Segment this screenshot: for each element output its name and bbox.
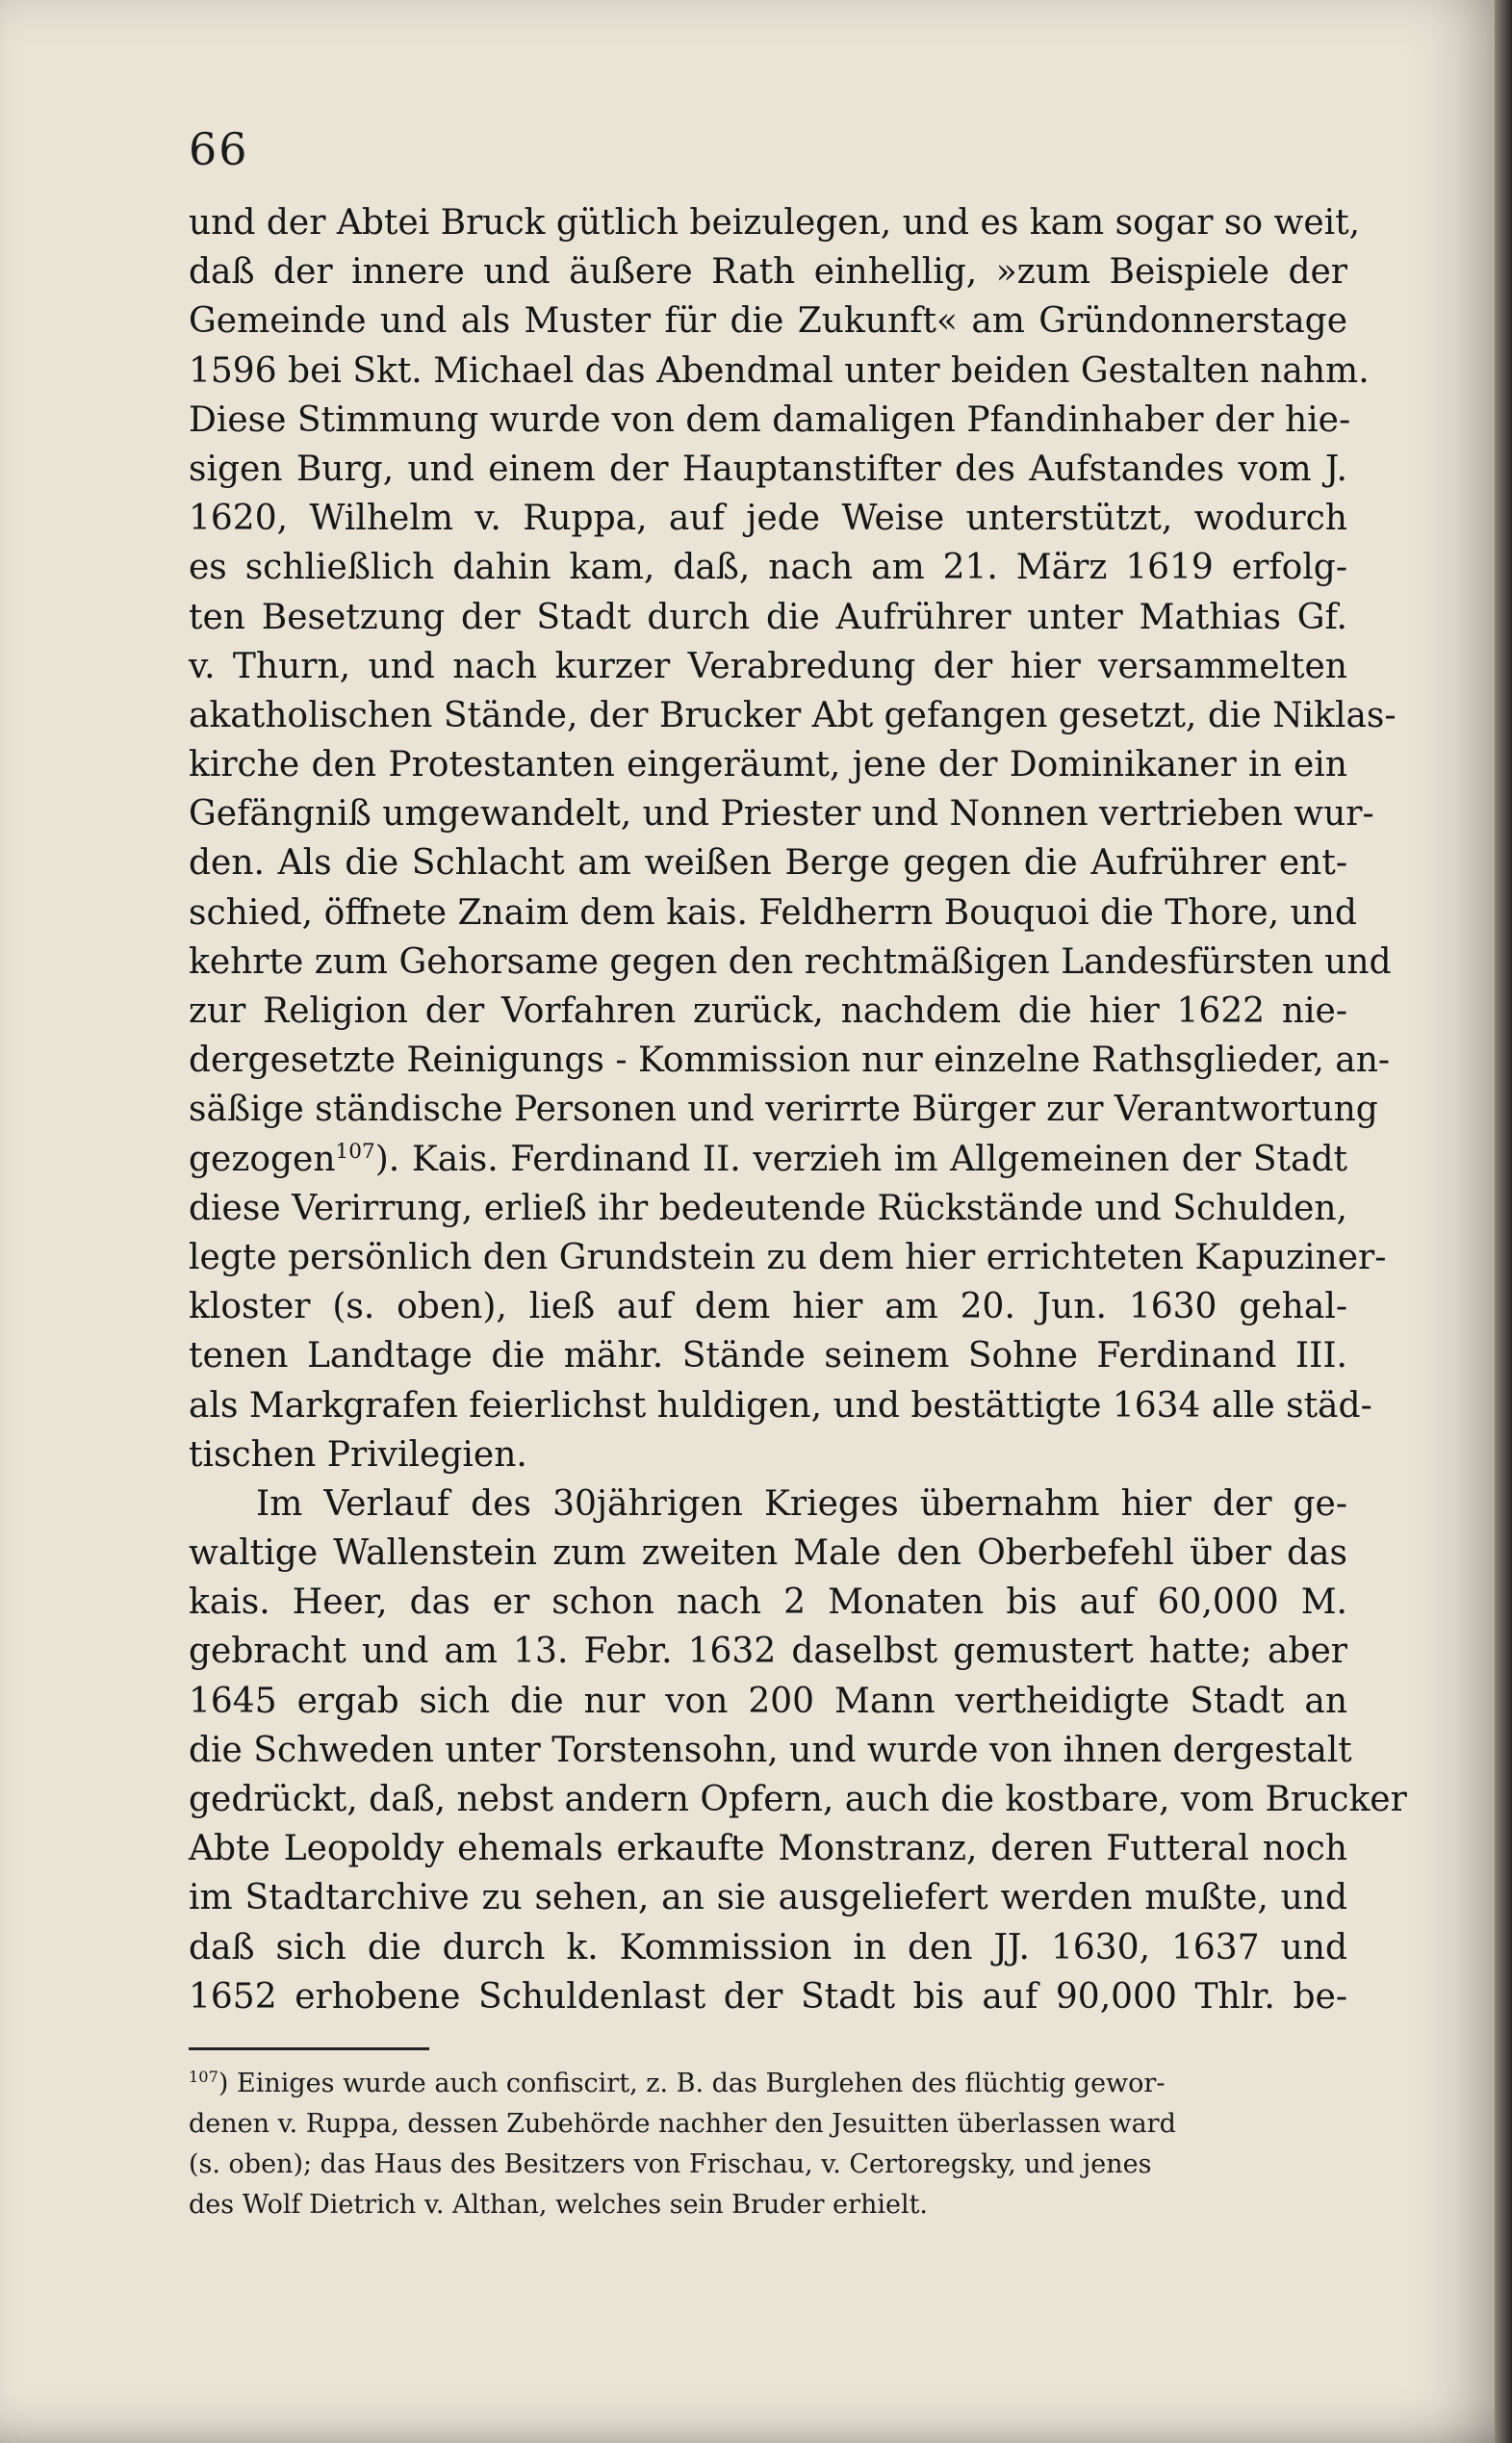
footnote-reference: 107 [335,1139,375,1164]
text-line: Im Verlauf des 30jährigen Krieges übernahm hier der ge- [256,1483,1347,1524]
text-line: zur Religion der Vorfahren zurück, nachdem die hier 1622 nie- [189,991,1347,1031]
text-line: waltige Wallenstein zum zweiten Male den Oberbefehl über das [189,1533,1347,1574]
text-segment: ). Kais. Ferdinand II. verzieh im Allgemeinen der Stadt [374,1139,1347,1179]
text-line: daß der innere und äußere Rath einhellig, »zum Beispiele der [189,252,1347,293]
text-line: im Stadtarchive zu sehen, an sie ausgeliefert werden mußte, und [189,1878,1347,1918]
text-line: schied, öffnete Znaim dem kais. Feldherrn Bouquoi die Thore, und [189,892,1357,933]
text-line: 1596 bei Skt. Michael das Abendmal unter beiden Gestalten nahm. [189,350,1370,391]
footnote-line: des Wolf Dietrich v. Althan, welches sein Bruder erhielt. [189,2190,929,2220]
text-line: daß sich die durch k. Kommission in den JJ. 1630, 1637 und [189,1927,1347,1967]
footnote-text: ) Einiges wurde auch confiscirt, z. B. das Burglehen des flüchtig gewor- [218,2069,1166,2098]
main-text [189,198,1407,2021]
text-line: 1652 erhobene Schuldenlast der Stadt bis auf 90,000 Thlr. be- [189,1976,1347,2017]
text-line: säßige ständische Personen und verirrte Bürger zur Verantwortung [189,1090,1378,1130]
footnote-divider [189,2047,429,2050]
text-line: akatholischen Stände, der Brucker Abt gefangen gesetzt, die Niklas- [189,695,1397,735]
text-line: kehrte zum Gehorsame gegen den rechtmäßigen Landesfürsten und [189,941,1392,982]
footnote-line [189,2064,1347,2104]
text-line: den. Als die Schlacht am weißen Berge gegen die Aufrührer ent- [189,843,1347,884]
footnote-marker: 107 [189,2068,218,2086]
text-line: gedrückt, daß, nebst andern Opfern, auch die kostbare, vom Brucker [189,1780,1407,1819]
text-line: 1620, Wilhelm v. Ruppa, auf jede Weise unterstützt, wodurch [189,499,1347,539]
text-line: kais. Heer, das er schon nach 2 Monaten bis auf 60,000 M. [189,1582,1347,1623]
text-line: dergesetzte Reinigungs - Kommission nur einzelne Rathsglieder, an- [189,1041,1391,1081]
footnote-line: denen v. Ruppa, dessen Zubehörde nachher den Jesuitten überlassen ward [189,2109,1176,2139]
text-line: 1645 ergab sich die nur von 200 Mann vertheidigte Stadt an [189,1681,1347,1721]
text-line: Gefängniß umgewandelt, und Priester und Nonnen vertrieben wur- [189,794,1374,835]
text-line: die Schweden unter Torstensohn, und wurde von ihnen dergestalt [189,1730,1352,1770]
text-line: als Markgrafen feierlichst huldigen, und bestättigte 1634 alle städ- [189,1385,1372,1426]
text-line: Diese Stimmung wurde von dem damaligen Pfandinhaber der hie- [189,399,1351,440]
text-line-with-footnote-ref [189,1135,1347,1184]
text-line: tischen Privilegien. [189,1434,527,1475]
text-line: kloster (s. oben), ließ auf dem hier am 20. Jun. 1630 gehal- [189,1287,1347,1327]
text-segment: gezogen [189,1139,336,1179]
text-line: ten Besetzung der Stadt durch die Aufrührer unter Mathias Gf. [189,597,1347,637]
page-number: 66 [189,123,249,175]
footnote [189,2064,1347,2225]
page-edge-shadow [1495,0,1512,2443]
footnote-line: (s. oben); das Haus des Besitzers von Frischau, v. Certoregsky, und jenes [189,2149,1152,2179]
text-line: tenen Landtage die mähr. Stände seinem Sohne Ferdinand III. [189,1336,1347,1376]
text-line: Abte Leopoldy ehemals erkaufte Monstranz, deren Futteral noch [189,1829,1347,1869]
text-line: es schließlich dahin kam, daß, nach am 21. März 1619 erfolg- [189,548,1347,588]
text-line: und der Abtei Bruck gütlich beizulegen, und es kam sogar so weit, [189,203,1361,243]
text-line: v. Thurn, und nach kurzer Verabredung der hier versammelten [189,646,1347,686]
text-line: sigen Burg, und einem der Hauptanstifter des Aufstandes vom J. [189,449,1347,489]
text-line: legte persönlich den Grundstein zu dem hier errichteten Kapuziner- [189,1237,1387,1277]
text-line: gebracht und am 13. Febr. 1632 daselbst gemustert hatte; aber [189,1632,1347,1672]
text-line: diese Verirrung, erließ ihr bedeutende Rückstände und Schulden, [189,1188,1347,1228]
text-line: kirche den Protestanten eingeräumt, jene der Dominikaner in ein [189,745,1347,785]
text-line: Gemeinde und als Muster für die Zukunft« am Gründonnerstage [189,301,1347,342]
